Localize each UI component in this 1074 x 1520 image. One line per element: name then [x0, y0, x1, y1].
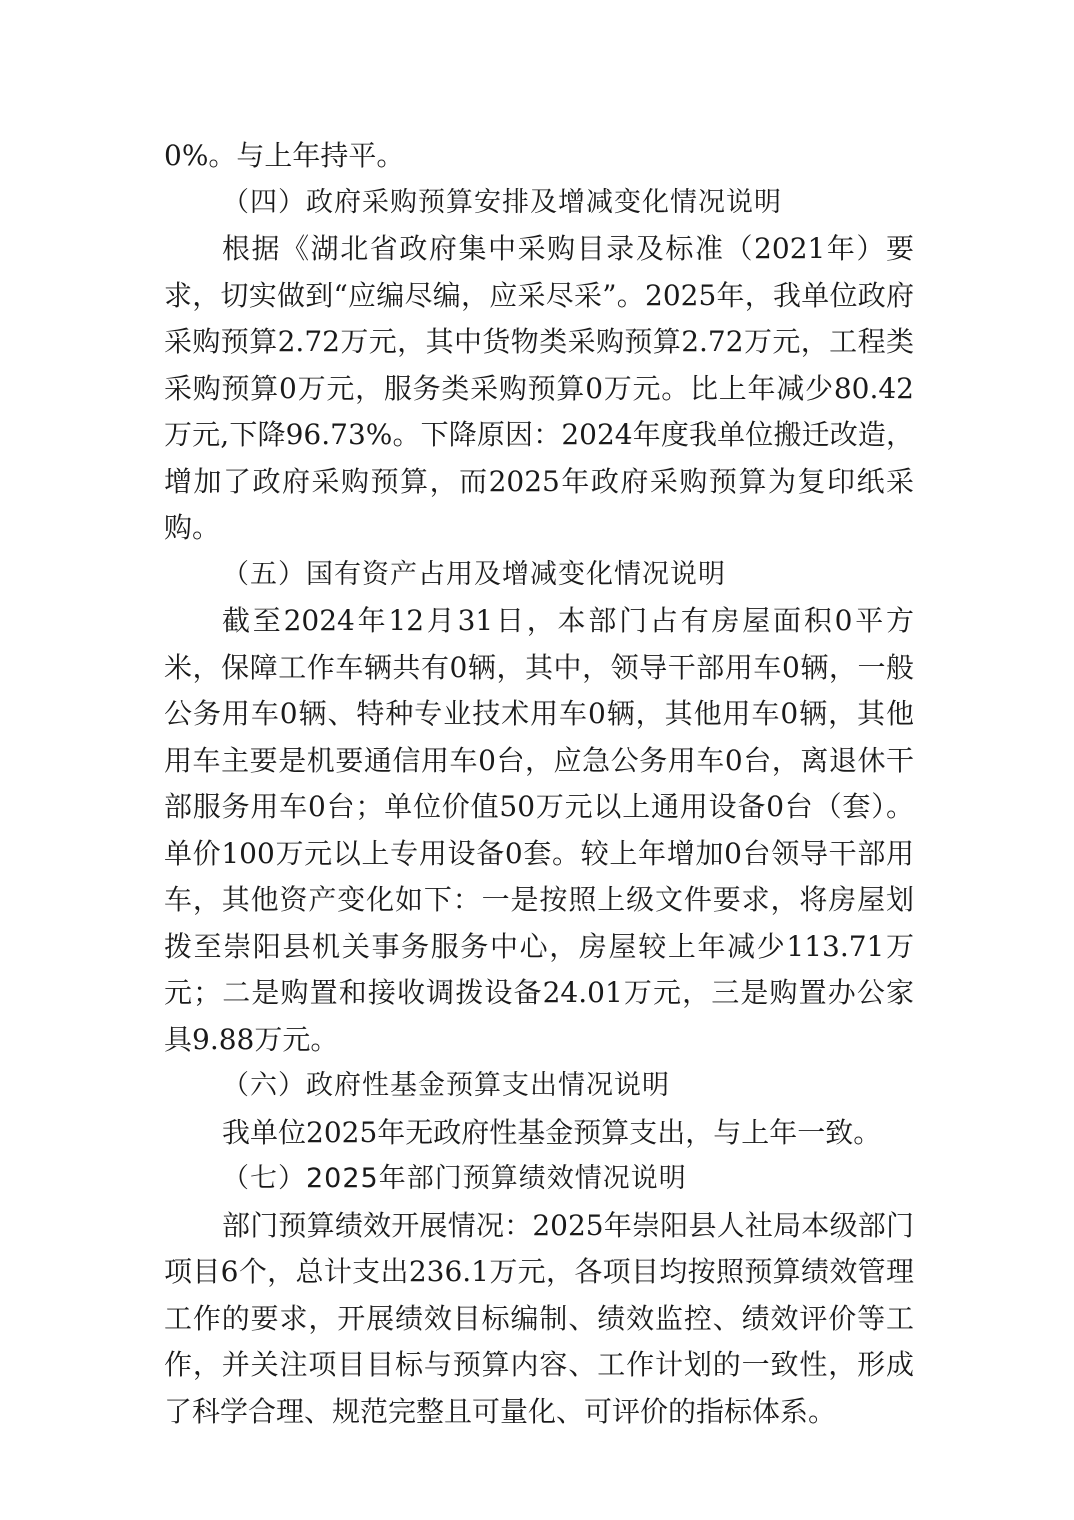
paragraph-assets: 截至2024年12月31日，本部门占有房屋面积0平方米，保障工作车辆共有0辆，其中，领导干部用车0辆，一般公务用车0辆、特种专业技术用车0辆，其他用车0辆，其他用车主要是机要通信用车0台，应急公务用车0台，离退休干部服务用车0台；单位价值50万元以上通用设备0台（套）。单价100万元以上专用设备0套。较上年增加0台领导干部用车，其他资产变化如下：一是按照上级文件要求，将房屋划拨至崇阳县机关事务服务中心，房屋较上年减少113.71万元；二是购置和接收调拨设备24.01万元，三是购置办公家具9.88万元。: [164, 604, 914, 1056]
paragraph-performance: 部门预算绩效开展情况：2025年崇阳县人社局本级部门项目6个，总计支出236.1万元，各项目均按照预算绩效管理工作的要求，开展绩效目标编制、绩效监控、绩效评价等工作，并关注项目目标与预算内容、工作计划的一致性，形成了科学合理、规范完整且可量化、可评价的指标体系。: [164, 1208, 914, 1428]
section-heading-7: （七）2025年部门预算绩效情况说明: [222, 1163, 687, 1194]
section-heading-5: （五）国有资产占用及增减变化情况说明: [222, 558, 726, 590]
paragraph-continuation: 0%。与上年持平。: [164, 139, 405, 172]
paragraph-procurement: 根据《湖北省政府集中采购目录及标准（2021年）要求，切实做到“应编尽编，应采尽采”。2025年，我单位政府采购预算2.72万元，其中货物类采购预算2.72万元，工程类采购预算0万元，服务类采购预算0万元。比上年减少80.42万元,下降96.73%。下降原因：2024年度我单位搬迁改造，增加了政府采购预算，而2025年政府采购预算为复印纸采购。: [164, 232, 914, 544]
document-body: [164, 133, 914, 1435]
section-heading-4: （四）政府采购预算安排及增减变化情况说明: [222, 186, 782, 218]
paragraph-fund-budget: 我单位2025年无政府性基金预算支出，与上年一致。: [222, 1115, 882, 1149]
section-heading-6: （六）政府性基金预算支出情况说明: [222, 1070, 670, 1101]
